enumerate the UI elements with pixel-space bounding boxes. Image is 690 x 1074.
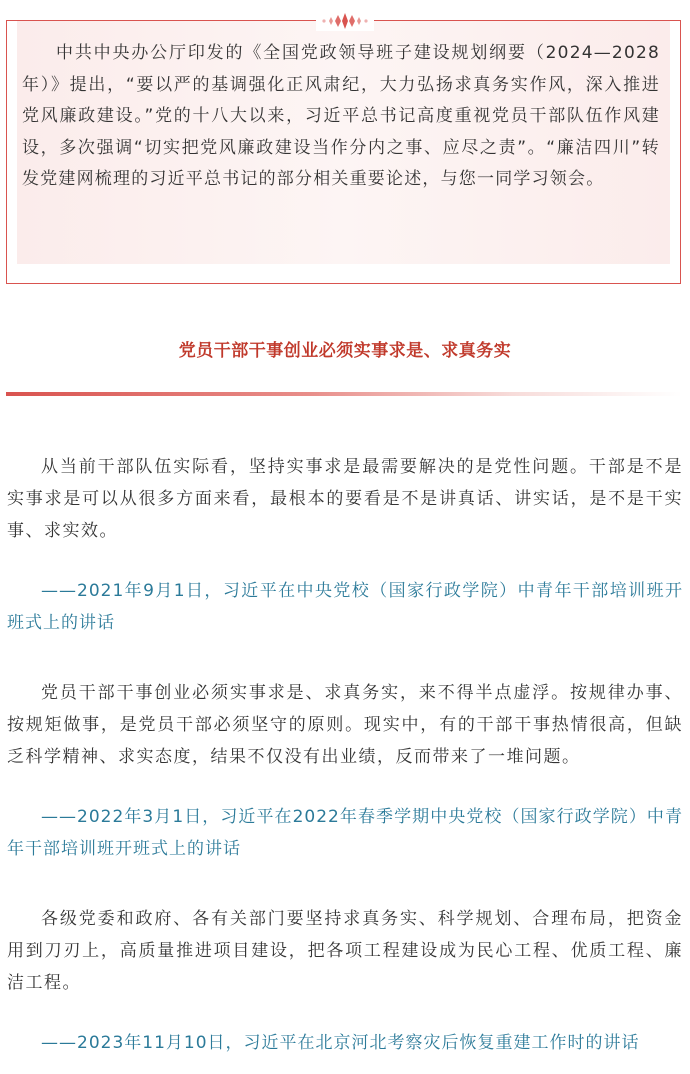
ornament-icon [316,11,374,31]
section-title: 党员干部干事创业必须实事求是、求真务实 [178,341,512,361]
quote-source: ——2021年9月1日，习近平在中央党校（国家行政学院）中青年干部培训班开班式上的讲话 [7,581,683,633]
quote-text: 从当前干部队伍实际看，坚持实事求是最需要解决的是党性问题。干部是不是实事求是可以从很多方面来看，最根本的要看是不是讲真话、讲实话，是不是干实事、求实效。 [7,457,683,541]
section-divider [6,392,682,396]
quote-source: ——2022年3月1日，习近平在2022年春季学期中央党校（国家行政学院）中青年干部培训班开班式上的讲话 [7,807,683,859]
intro-text: 中共中央办公厅印发的《全国党政领导班子建设规划纲要（2024—2028年）》提出，“要以严的基调强化正风肃纪，大力弘扬求真务实作风，深入推进党风廉政建设。”党的十八大以来，习近平总书记高度重视党员干部队伍作风建设，多次强调“切实把党风廉政建设当作分内之事、应尽之责”。“廉洁四川”转发党建网梳理的习近平总书记的部分相关重要论述，与您一同学习领会。 [22,43,660,189]
quote-source: ——2023年11月10日，习近平在北京河北考察灾后恢复重建工作时的讲话 [41,1033,640,1053]
quote-text: 党员干部干事创业必须实事求是、求真务实，来不得半点虚浮。按规律办事、按规矩做事，是党员干部必须坚守的原则。现实中，有的干部干事热情很高，但缺乏科学精神、求实态度，结果不仅没有出业绩，反而带来了一堆问题。 [7,683,683,767]
quote-text: 各级党委和政府、各有关部门要坚持求真务实、科学规划、合理布局，把资金用到刀刃上，高质量推进项目建设，把各项工程建设成为民心工程、优质工程、廉洁工程。 [7,909,683,993]
